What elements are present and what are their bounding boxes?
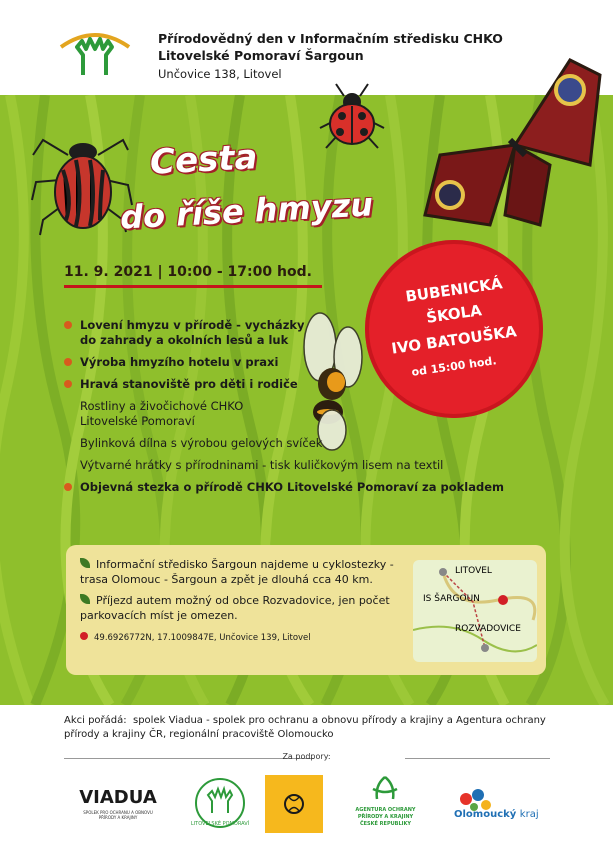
- badge-line3: IVO BATOUŠKA: [390, 322, 518, 358]
- activity-item: Hravá stanoviště pro děti i rodiče: [64, 377, 524, 392]
- header-address: Unčovice 138, Litovel: [158, 67, 282, 81]
- poster-title-line1: Cesta: [149, 137, 259, 183]
- poster-title-line2: do říše hmyzu: [119, 185, 374, 237]
- activity-item: Výtvarné hrátky s přírodninami - tisk kuličkovým lisem na textil: [80, 458, 444, 472]
- leaf-icon: [80, 558, 90, 568]
- flower-bullet-icon: [64, 483, 72, 491]
- badge-line1: BUBENICKÁ: [404, 274, 504, 306]
- support-label: Za podpory:: [282, 752, 331, 761]
- activity-item: Výroba hmyzího hotelu v praxi: [64, 355, 524, 370]
- header-title: Přírodovědný den v Informačním středisku CHKO Litovelské Pomoraví Šargoun: [158, 31, 503, 63]
- event-date-time: 11. 9. 2021 | 10:00 - 17:00 hod.: [64, 264, 312, 280]
- activity-item: Bylinková dílna s výrobou gelových svíček: [80, 436, 323, 450]
- organizer-text: Akci pořádá: spolek Viadua - spolek pro ochranu a obnovu přírody a krajiny a Agentura ochrany přírody a krajiny ČR, regionální pracoviště Olomoucko: [64, 715, 546, 740]
- location-pin-icon: [80, 632, 88, 640]
- date-underline: [64, 285, 322, 288]
- chko-crown-logo: [55, 25, 135, 85]
- olomoucky-kraj-logo: Olomoucký kraj: [452, 775, 562, 835]
- activity-item: Rostliny a živočichové CHKO Litovelské Pomoraví: [80, 399, 244, 428]
- flower-bullet-icon: [64, 321, 72, 329]
- map-label-sargoun: IS ŠARGOUN: [423, 594, 480, 604]
- leaf-icon: [80, 594, 90, 604]
- map-label-litovel: LITOVEL: [455, 566, 492, 576]
- badge-time: od 15:00 hod.: [410, 354, 498, 379]
- activities-list: [64, 318, 524, 502]
- aopk-logo: AGENTURA OCHRANY PŘÍRODY A KRAJINY ČESKÉ REPUBLIKY: [348, 775, 423, 835]
- info-car-access: Příjezd autem možný od obce Rozvadovice, jen počet parkovacích míst je omezen.: [80, 594, 390, 622]
- ladybug-illustration: [318, 82, 386, 152]
- chko-litovelske-pomoravi-logo: LITOVELSKÉ POMORAVÍ: [190, 775, 250, 835]
- badge-line2: ŠKOLA: [425, 301, 483, 327]
- map-label-rozvadovice: ROZVADOVICE: [455, 624, 521, 634]
- peacock-butterfly-illustration: [420, 55, 605, 235]
- flower-bullet-icon: [64, 380, 72, 388]
- info-gps: 49.6926772N, 17.1009847E, Unčovice 139, Litovel: [80, 631, 400, 646]
- info-cycle-path: Informační středisko Šargoun najdeme u cyklostezky - trasa Olomouc - Šargoun a zpět je dlouhá cca 40 km.: [80, 558, 394, 586]
- activity-item: Objevná stezka o přírodě CHKO Litovelské Pomoraví za pokladem: [64, 480, 524, 495]
- activity-item: Lovení hmyzu v přírodě - vycházky do zahrady a okolních lesů a luk: [64, 318, 524, 348]
- flower-bullet-icon: [64, 358, 72, 366]
- viadua-logo: VIADUA SPOLEK PRO OCHRANU A OBNOVU PŘÍRODY A KRAJINY: [79, 787, 157, 820]
- program-logo: [265, 775, 323, 833]
- location-map: [413, 560, 537, 662]
